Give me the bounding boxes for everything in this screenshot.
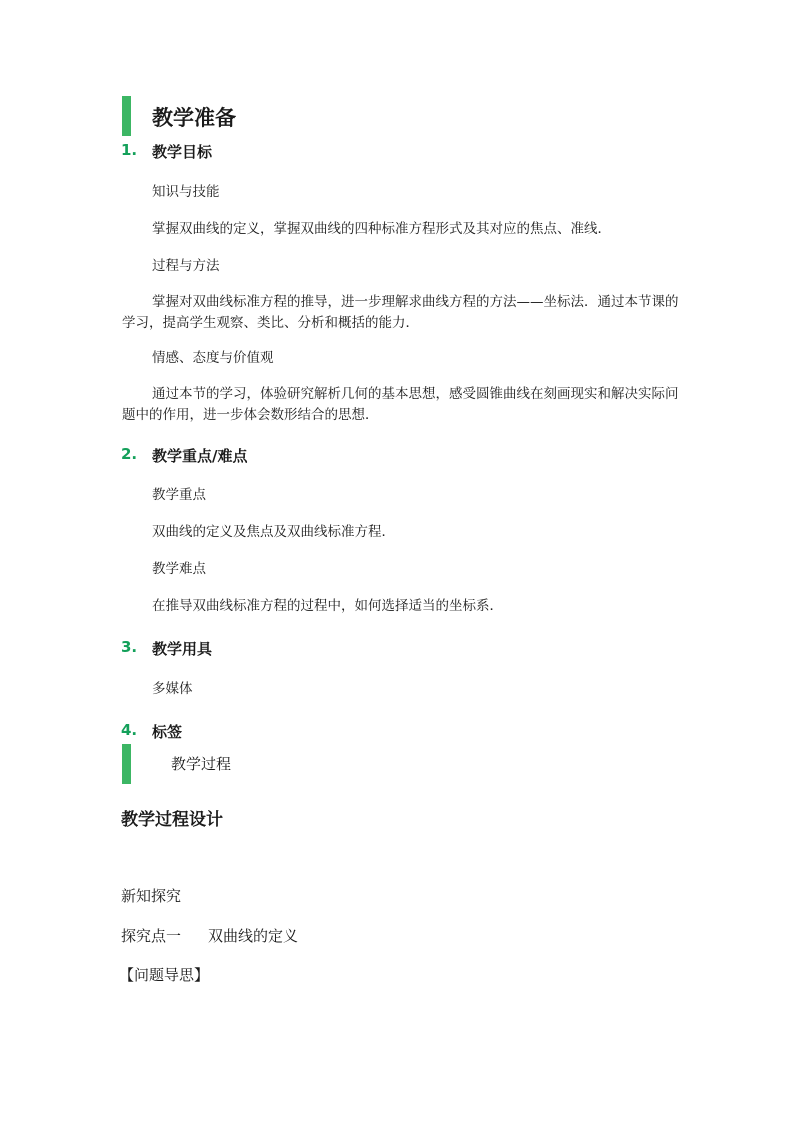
subheading: 情感、态度与价值观 [152, 350, 274, 366]
explore-point-title: 双曲线的定义 [208, 927, 299, 945]
subheading: 教学难点 [152, 561, 206, 577]
paragraph: 双曲线的定义及焦点及双曲线标准方程． [152, 524, 395, 540]
paragraph: 多媒体 [152, 681, 193, 697]
explore-point-label: 探究点一 [121, 927, 182, 945]
section-heading: 教学目标 [152, 143, 213, 161]
section-heading: 标签 [152, 723, 183, 741]
process-label: 教学过程 [171, 755, 232, 773]
question-heading: 【问题导思】 [119, 966, 210, 984]
paragraph: 通过本节的学习，体验研究解析几何的基本思想，感受圆锥曲线在刻画现实和解决实际问题中的作用，进一步体会数形结合的思想． [122, 386, 679, 423]
section-number: 3. [121, 638, 138, 656]
section-number: 1. [121, 141, 138, 159]
subheading: 知识与技能 [152, 184, 220, 200]
process-accent-bar [122, 744, 131, 784]
section-heading: 教学重点/难点 [152, 447, 248, 465]
subheading: 教学重点 [152, 487, 206, 503]
section-accent-bar [122, 96, 131, 136]
section-number: 2. [121, 445, 138, 463]
section-title: 教学准备 [152, 106, 236, 130]
section-heading: 教学用具 [152, 640, 213, 658]
explore-title: 新知探究 [121, 887, 182, 905]
paragraph: 在推导双曲线标准方程的过程中，如何选择适当的坐标系． [152, 598, 503, 614]
subheading: 过程与方法 [152, 258, 220, 274]
design-title: 教学过程设计 [121, 810, 223, 830]
paragraph: 掌握双曲线的定义，掌握双曲线的四种标准方程形式及其对应的焦点、准线． [152, 221, 611, 237]
section-number: 4. [121, 721, 138, 739]
paragraph: 掌握对双曲线标准方程的推导，进一步理解求曲线方程的方法——坐标法．通过本节课的学习，提高学生观察、类比、分析和概括的能力． [122, 294, 679, 331]
